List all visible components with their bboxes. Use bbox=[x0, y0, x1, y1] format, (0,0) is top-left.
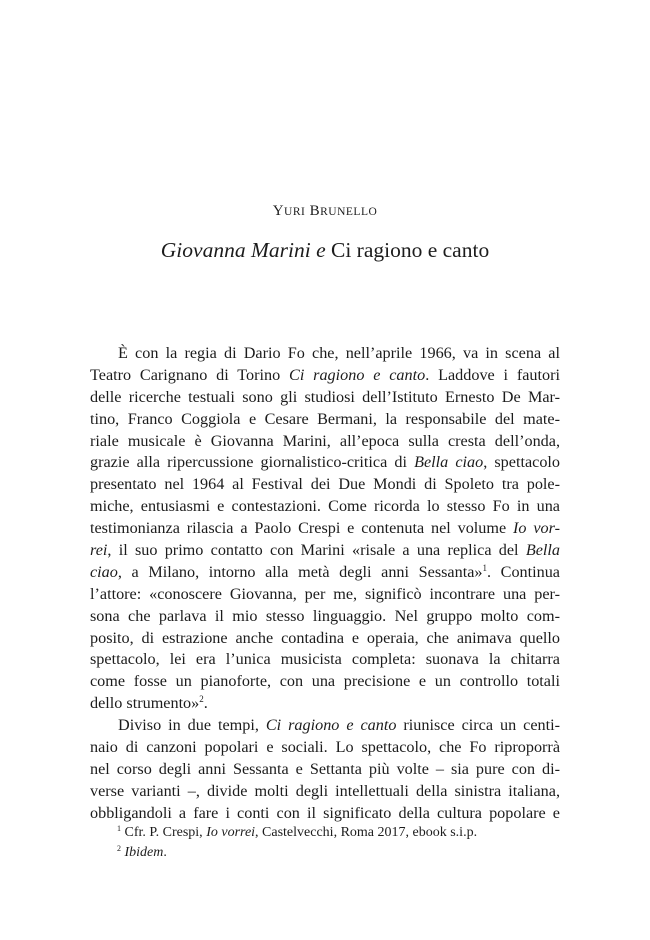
text-line: presentato nel 1964 al Festival dei Due Mondi di Spoleto tra pole- bbox=[90, 475, 560, 494]
text-line: È con la regia di Dario Fo che, nell’aprile 1966, va in scena al bbox=[118, 344, 560, 362]
text-line: l’attore: «conoscere Giovanna, per me, significò incontrare una per- bbox=[90, 584, 560, 603]
text-line: miche, entusiasmi e contestazioni. Come ricorda lo stesso Fo in una bbox=[90, 497, 560, 516]
text-line: ciao, a Milano, intorno alla metà degli anni Sessanta»$^1$. Continua bbox=[90, 562, 560, 581]
text-line: riale musicale è Giovanna Marini, all’epoca sulla cresta dell’onda, bbox=[90, 431, 560, 450]
text-line: rei, il suo primo contatto con Marini «risale a una replica del Bella bbox=[90, 541, 560, 560]
footnote-number: 1 bbox=[117, 824, 121, 833]
text-line: spettacolo, lei era l’unica musicista completa: suonava la chitarra bbox=[90, 650, 560, 669]
text-line: Diviso in due tempi, Ci ragiono e canto riunisce circa un centi- bbox=[118, 716, 560, 735]
footnote-ref: 1 bbox=[482, 562, 487, 573]
text-line: come fosse un pianoforte, con una precisione e un controllo totali bbox=[90, 672, 560, 691]
text-line: obbligandoli a fare i conti con il significato della cultura popolare e bbox=[90, 803, 560, 822]
author-name: YURI BRUNELLO bbox=[272, 203, 378, 219]
footnote-ref: 2 bbox=[199, 694, 204, 705]
text-line: dello strumento»$^2$. bbox=[90, 694, 208, 713]
text-line: grazie alla ripercussione giornalistico-critica di Bella ciao, spettacolo bbox=[90, 453, 560, 472]
text-line: naio di canzoni popolari e sociali. Lo spettacolo, che Fo riproporrà bbox=[90, 738, 560, 757]
text-line: testimonianza rilascia a Paolo Crespi e contenuta nel volume Io vor- bbox=[90, 519, 560, 538]
footnotes bbox=[117, 823, 557, 863]
text-line: Teatro Carignano di Torino Ci ragiono e canto. Laddove i fautori bbox=[90, 365, 560, 384]
footnote-number: 2 bbox=[117, 844, 121, 853]
text-line: tino, Franco Coggiola e Cesare Bermani, la responsabile del mate- bbox=[90, 409, 560, 428]
text-line: verse varianti –, divide molti degli intellettuali della sinistra italiana, bbox=[90, 781, 560, 800]
footnote: $^2$ Ibidem. bbox=[117, 844, 167, 860]
text-line: posito, di estrazione anche contadina e operaia, che animava quello bbox=[90, 628, 560, 647]
footnote: $^1$ Cfr. P. Crespi, Io vorrei, Castelvecchi, Roma 2017, ebook s.i.p. bbox=[117, 824, 478, 840]
body-text bbox=[90, 343, 560, 825]
text-line: nel corso degli anni Sessanta e Settanta più volte – sia pure con di- bbox=[90, 759, 560, 778]
text-line: sona che parlava il mio stesso linguaggio. Nel gruppo molto com- bbox=[90, 606, 560, 625]
text-line: delle ricerche testuali sono gli studiosi dell’Istituto Ernesto De Mar- bbox=[90, 387, 560, 406]
article-title: Giovanna Marini e Ci ragiono e canto bbox=[160, 238, 490, 262]
